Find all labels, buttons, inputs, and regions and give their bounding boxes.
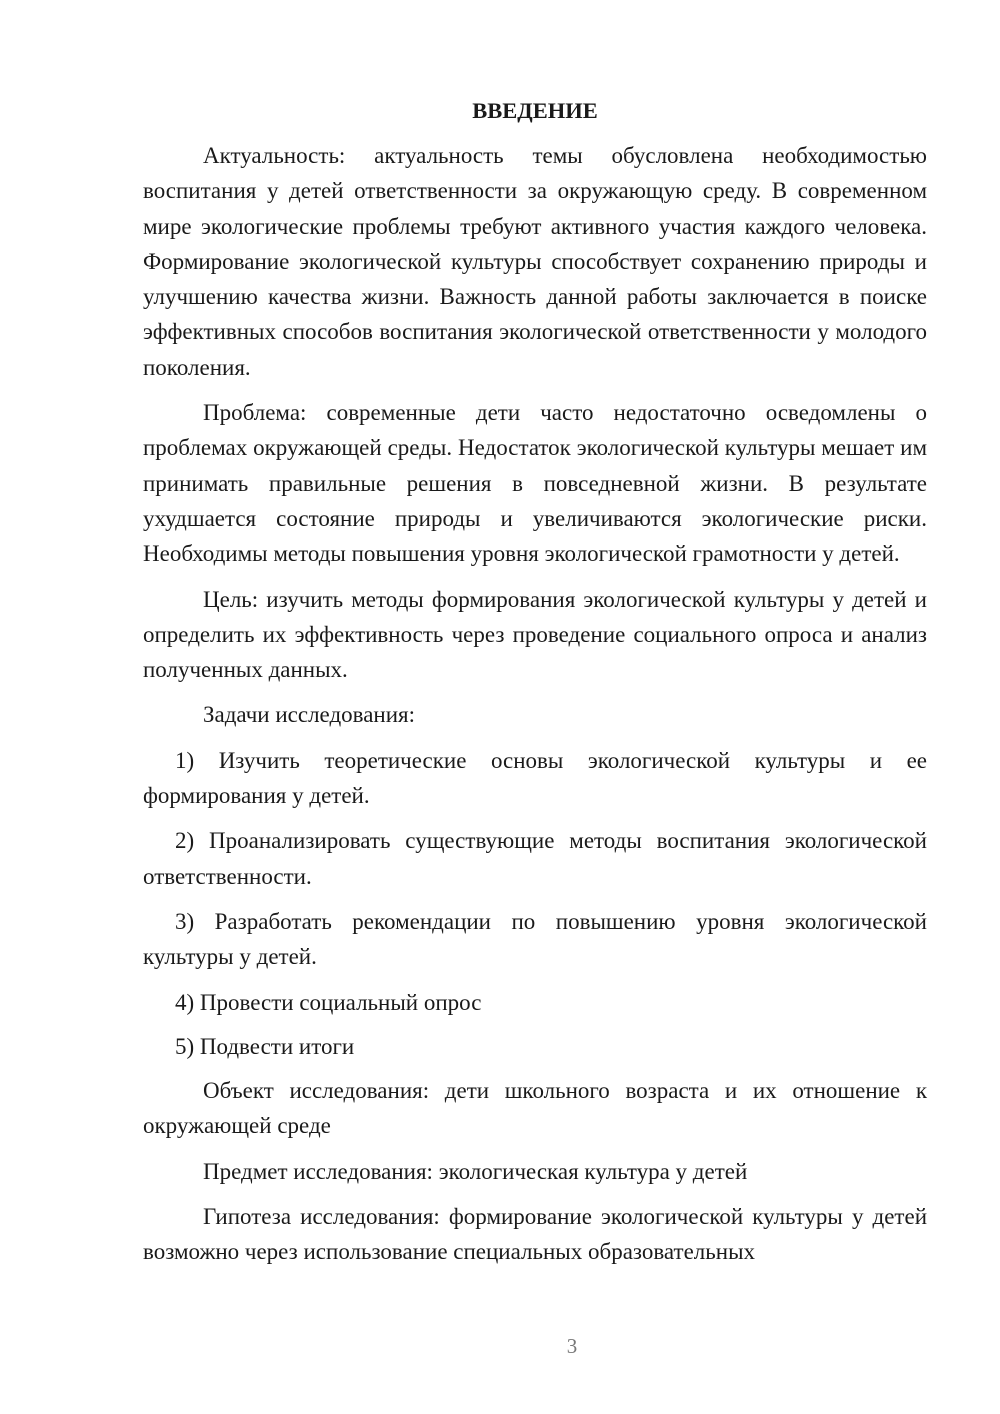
list-item: 2) Проанализировать существующие методы воспитания экологической ответственности. (143, 828, 927, 889)
page-body (143, 95, 927, 1280)
list-item: 5) Подвести итоги (175, 1033, 355, 1059)
paragraph-object: Объект исследования: дети школьного возраста и их отношение к окружающей среде (143, 1078, 927, 1139)
paragraph-hypothesis: Гипотеза исследования: формирование экологической культуры у детей возможно через использование специальных образовательных (143, 1204, 927, 1265)
paragraph-problem: Проблема: современные дети часто недостаточно осведомлены о проблемах окружающей среды. Недостаток экологической культуры мешает им принимать правильные решения в повседневной жизни. В результате ухудшается состояние природы и увеличиваются экологические риски. Необходимы методы повышения уровня экологической грамотности у детей. (143, 400, 927, 567)
list-item: 3) Разработать рекомендации по повышению уровня экологической культуры у детей. (143, 908, 927, 970)
paragraph-relevance: Актуальность: актуальность темы обусловлена необходимостью воспитания у детей ответственности за окружающую среду. В современном мире экологические проблемы требуют активного участия каждого человека. Формирование экологической культуры способствует сохранению природы и улучшению качества жизни. Важность данной работы заключается в поиске эффективных способов воспитания экологической ответственности у молодого поколения. (143, 143, 927, 380)
page-title: ВВЕДЕНИЕ (472, 98, 598, 123)
page-number: 3 (566, 1334, 578, 1358)
list-item: 4) Провести социальный опрос (175, 989, 482, 1015)
paragraph-subject: Предмет исследования: экологическая культура у детей (203, 1158, 748, 1184)
list-item: 1) Изучить теоретические основы экологической культуры и ее формирования у детей. (143, 747, 927, 809)
tasks-heading: Задачи исследования: (203, 702, 416, 728)
paragraph-goal: Цель: изучить методы формирования экологической культуры у детей и определить их эффективность через проведение социального опроса и анализ полученных данных. (143, 586, 927, 683)
